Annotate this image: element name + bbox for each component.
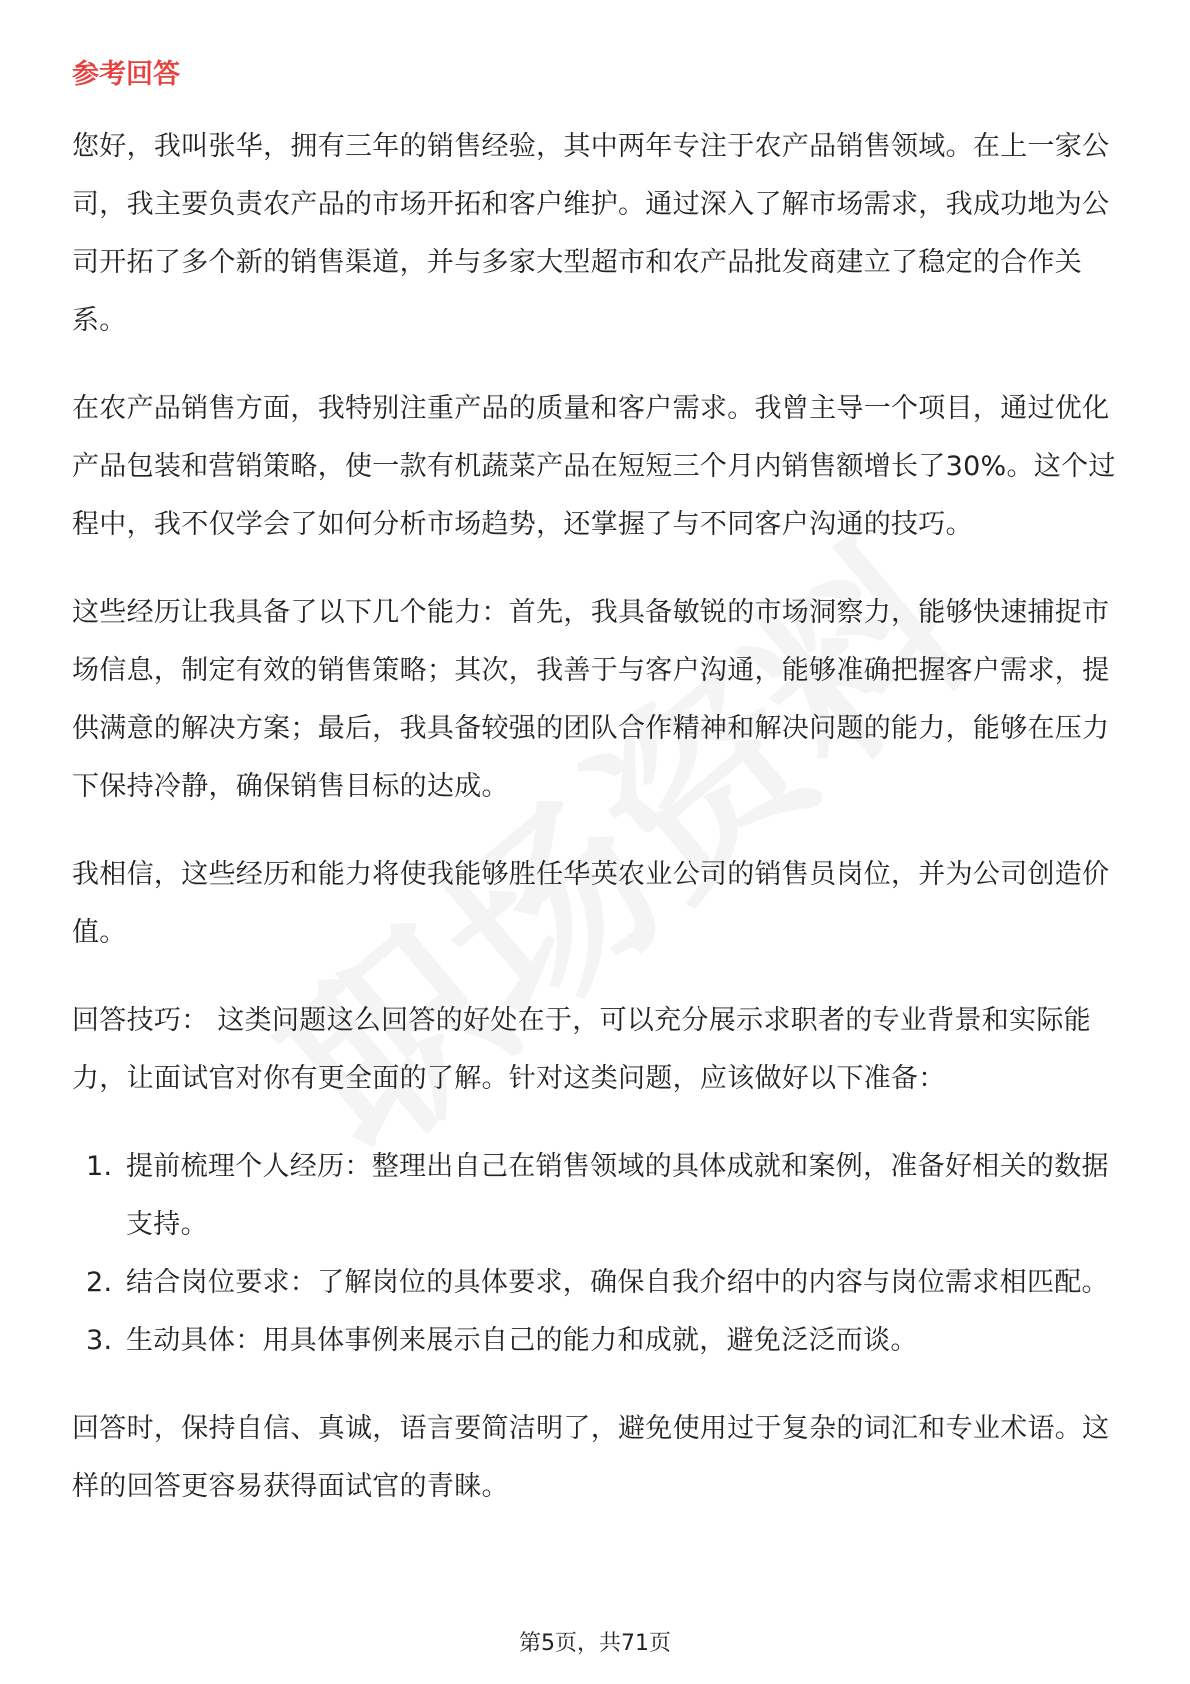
list-item-number: 3. (86, 1325, 113, 1356)
list-item-text: 提前梳理个人经历：整理出自己在销售领域的具体成就和案例，准备好相关的数据支持。 (126, 1151, 1109, 1240)
list-item-text: 生动具体：用具体事例来展示自己的能力和成就，避免泛泛而谈。 (126, 1325, 918, 1356)
list-item (72, 1254, 1122, 1312)
closing-paragraph: 回答时，保持自信、真诚，语言要简洁明了，避免使用过于复杂的词汇和专业术语。这样的回答更容易获得面试官的青睐。 (72, 1413, 1110, 1502)
list-item-number: 1. (86, 1151, 113, 1182)
list-item (72, 1312, 1122, 1370)
answer-paragraph-4: 我相信，这些经历和能力将使我能够胜任华英农业公司的销售员岗位，并为公司创造价值。 (72, 859, 1110, 948)
answer-paragraph-2: 在农产品销售方面，我特别注重产品的质量和客户需求。我曾主导一个项目，通过优化产品包装和营销策略，使一款有机蔬菜产品在短短三个月内销售额增长了30%。这个过程中，我不仅学会了如何分析市场趋势，还掌握了与不同客户沟通的技巧。 (72, 393, 1116, 540)
tips-list (72, 1138, 1122, 1370)
list-item-number: 2. (86, 1267, 113, 1298)
document-body (72, 118, 1122, 1546)
answer-paragraph-3: 这些经历让我具备了以下几个能力：首先，我具备敏锐的市场洞察力，能够快速捕捉市场信息，制定有效的销售策略；其次，我善于与客户沟通，能够准确把握客户需求，提供满意的解决方案；最后，我具备较强的团队合作精神和解决问题的能力，能够在压力下保持冷静，确保销售目标的达成。 (72, 597, 1110, 802)
list-item (72, 1138, 1122, 1254)
section-title: 参考回答 (72, 59, 180, 90)
list-item-text: 结合岗位要求：了解岗位的具体要求，确保自我介绍中的内容与岗位需求相匹配。 (126, 1267, 1109, 1298)
page-number: 第5页，共71页 (519, 1631, 671, 1656)
tips-intro-paragraph: 回答技巧： 这类问题这么回答的好处在于，可以充分展示求职者的专业背景和实际能力，让面试官对你有更全面的了解。针对这类问题，应该做好以下准备： (72, 1005, 1091, 1094)
answer-paragraph-1: 您好，我叫张华，拥有三年的销售经验，其中两年专注于农产品销售领域。在上一家公司，我主要负责农产品的市场开拓和客户维护。通过深入了解市场需求，我成功地为公司开拓了多个新的销售渠道，并与多家大型超市和农产品批发商建立了稳定的合作关系。 (72, 131, 1110, 336)
